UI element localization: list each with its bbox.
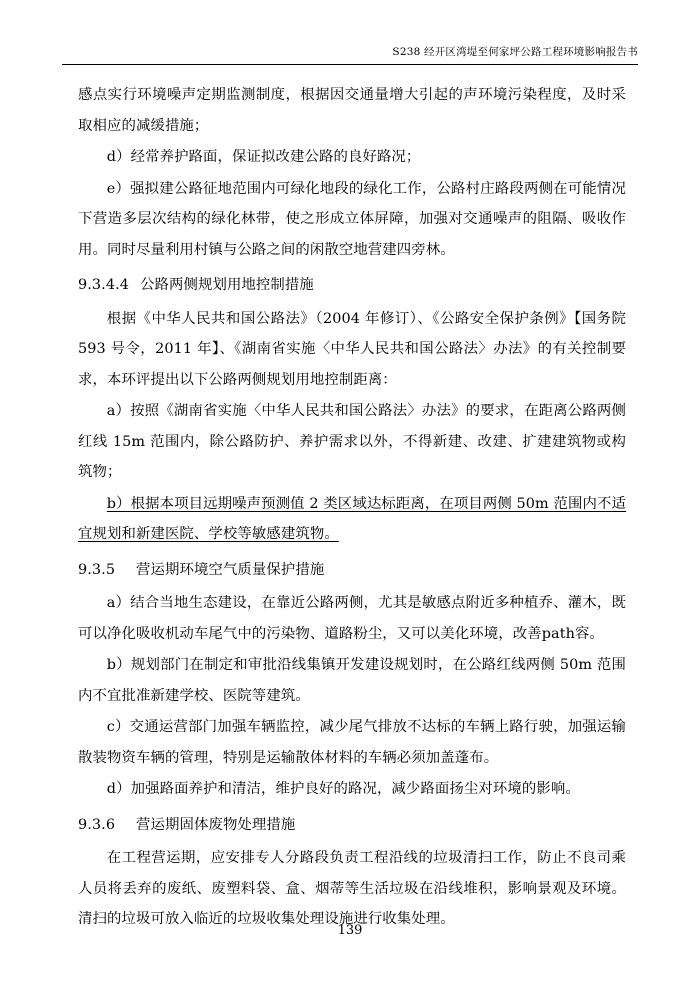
paragraph-noise-monitoring: 感点实行环境噪声定期监测制度，根据因交通量增大引起的声环境污染程度，及时采取相应的减缓措施； xyxy=(78,87,626,134)
paragraph-item-c-vehicle-control: c）交通运营部门加强车辆监控，减少尾气排放不达标的车辆上路行驶，加强运输散装物资车辆的管理，特别是运输散体材料的车辆必须加盖蓬布。 xyxy=(78,719,626,766)
heading-9-3-5-text: 营运期环境空气质量保护措施 xyxy=(136,561,325,578)
heading-9-3-5 xyxy=(78,555,626,586)
heading-9-3-6-text: 营运期固体废物处理措施 xyxy=(136,816,296,833)
paragraph-item-a-redline: a）按照《湖南省实施〈中华人民共和国公路法〉办法》的要求，在距离公路两侧红线 15m 范围内，除公路防护、养护需求以外，不得新建、改建、扩建建筑物或构筑物； xyxy=(78,403,626,480)
paragraph-item-e-greening: e）强拟建公路征地范围内可绿化地段的绿化工作，公路村庄路段两侧在可能情况下营造多层次结构的绿化林带，使之形成立体屏障，加强对交通噪声的阻隔、吸收作用。同时尽量利用村镇与公路之间的闲散空地营建四旁林。 xyxy=(78,180,626,258)
heading-9-3-6-number: 9.3.6 xyxy=(78,816,116,833)
heading-9-3-4-4-number: 9.3.4.4 xyxy=(78,277,130,293)
paragraph-item-d-road-cleaning: d）加强路面养护和清洁，维护良好的路况，减少路面扬尘对环境的影响。 xyxy=(106,781,580,797)
paragraph-item-d-maintenance: d）经常养护路面，保证拟改建公路的良好路况； xyxy=(106,149,421,165)
running-header: S238 经开区湾堤至何家坪公路工程环境影响报告书 xyxy=(392,46,638,58)
heading-9-3-4-4-text: 公路两侧规划用地控制措施 xyxy=(140,277,314,293)
heading-9-3-5-number: 9.3.5 xyxy=(78,561,116,578)
paragraph-item-b-sensitive: b）根据本项目远期噪声预测值 2 类区域达标距离，在项目两侧 50m 范围内不适宜规划和新建医院、学校等敏感建筑物。 xyxy=(78,495,626,542)
header-divider xyxy=(62,64,638,65)
paragraph-legal-basis: 根据《中华人民共和国公路法》（2004 年修订）、《公路安全保护条例》【国务院 593 号令，2011 年】、《湖南省实施〈中华人民共和国公路法〉办法》的有关控制要求，本环评提出以下公路两侧规划用地控制距离： xyxy=(78,310,626,388)
heading-9-3-6 xyxy=(78,810,626,841)
paragraph-item-b-planning: b）规划部门在制定和审批沿线集镇开发建设规划时，在公路红线两侧 50m 范围内不宜批准新建学校、医院等建筑。 xyxy=(78,657,626,704)
document-body xyxy=(78,80,626,936)
page-number: 139 xyxy=(337,923,363,938)
heading-9-3-4-4 xyxy=(78,270,626,301)
paragraph-item-a-planting: a）结合当地生态建设，在靠近公路两侧，尤其是敏感点附近多种植乔、灌木，既可以净化吸收机动车尾气中的污染物、道路粉尘，又可以美化环境，改善path容。 xyxy=(78,595,626,642)
paragraph-solid-waste: 在工程营运期，应安排专人分路段负责工程沿线的垃圾清扫工作，防止不良司乘人员将丢弃的废纸、废塑料袋、盒、烟蒂等生活垃圾在沿线堆积，影响景观及环境。清扫的垃圾可放入临近的垃圾收集处理设施进行收集处理。 xyxy=(78,850,626,927)
